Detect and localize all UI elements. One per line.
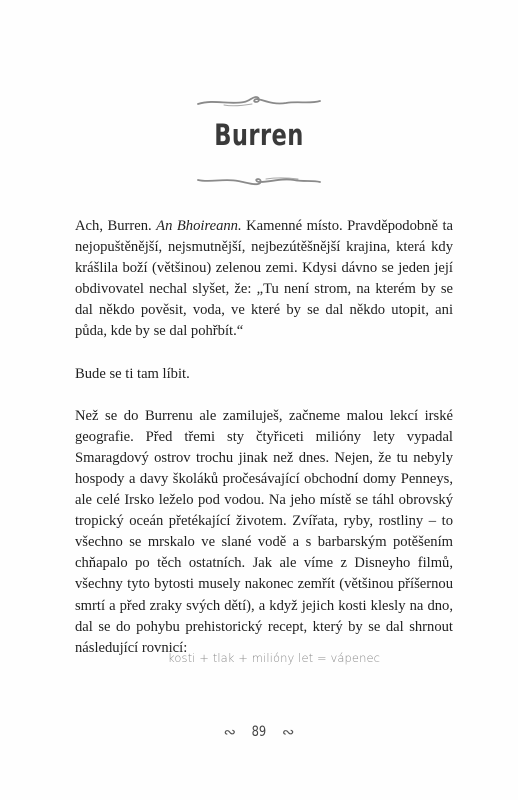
chapter-title: Burren: [214, 118, 304, 152]
swirl-right-icon: ∾: [281, 723, 295, 741]
equation: kosti + tlak + milióny let = vápenec: [168, 651, 381, 665]
flourish-bottom-icon: [194, 172, 324, 190]
paragraph-short: Bude se ti tam líbit.: [75, 365, 190, 382]
top-ornament: [0, 93, 518, 111]
intro-rest: Kamenné místo. Pravděpodobně ta nejopuštěnější, nejsmutnější, nejbezútěšnější krajina, která kdy krášlila boží (většinou) zelenou zemi. Kdysi dávno se jeden její obdivovatel nechal slyšet, že: „Tu není strom, na kterém by se dal někdo pověsit, voda, ve které by se dal někdo utopit, ani půda, kde by se dal pohřbít.“: [75, 218, 454, 340]
bottom-ornament: [0, 172, 518, 190]
irish-name: An Bhoireann.: [156, 218, 242, 234]
body-text: [75, 216, 453, 659]
paragraph-geography: Než se do Burrenu ale zamiluješ, začneme malou lekcí irské geografie. Před třemi sty čtyřiceti milióny lety vypadal Smaragdový ostrov trochu jinak než dnes. Nejen, že tu nebyly hospody a davy školáků pročesávající obchodní domy Penneys, ale celé Irsko leželo pod vodou. Na jeho místě se táhl obrovský tropický oceán přetékající životem. Zvířata, ryby, rostliny – to všechno se mrskalo ve slané vodě a s barbarským potěšením chňapalo po těch ostatních. Jak ale víme z Disneyho filmů, všechny tyto bytosti musely nakonec zemřít (většinou příšernou smrtí a před zraky svých dětí), a když jejich kosti klesly na dno, dal se do pohybu prehistorický recept, který by se dal shrnout následující rovnicí:: [75, 407, 453, 656]
flourish-top-icon: [194, 93, 324, 111]
paragraph-intro: [75, 216, 453, 343]
page-number: 89: [251, 724, 267, 740]
page-footer: [0, 723, 518, 741]
intro-lead: Ach, Burren.: [75, 218, 157, 234]
swirl-left-icon: ∾: [223, 723, 237, 741]
